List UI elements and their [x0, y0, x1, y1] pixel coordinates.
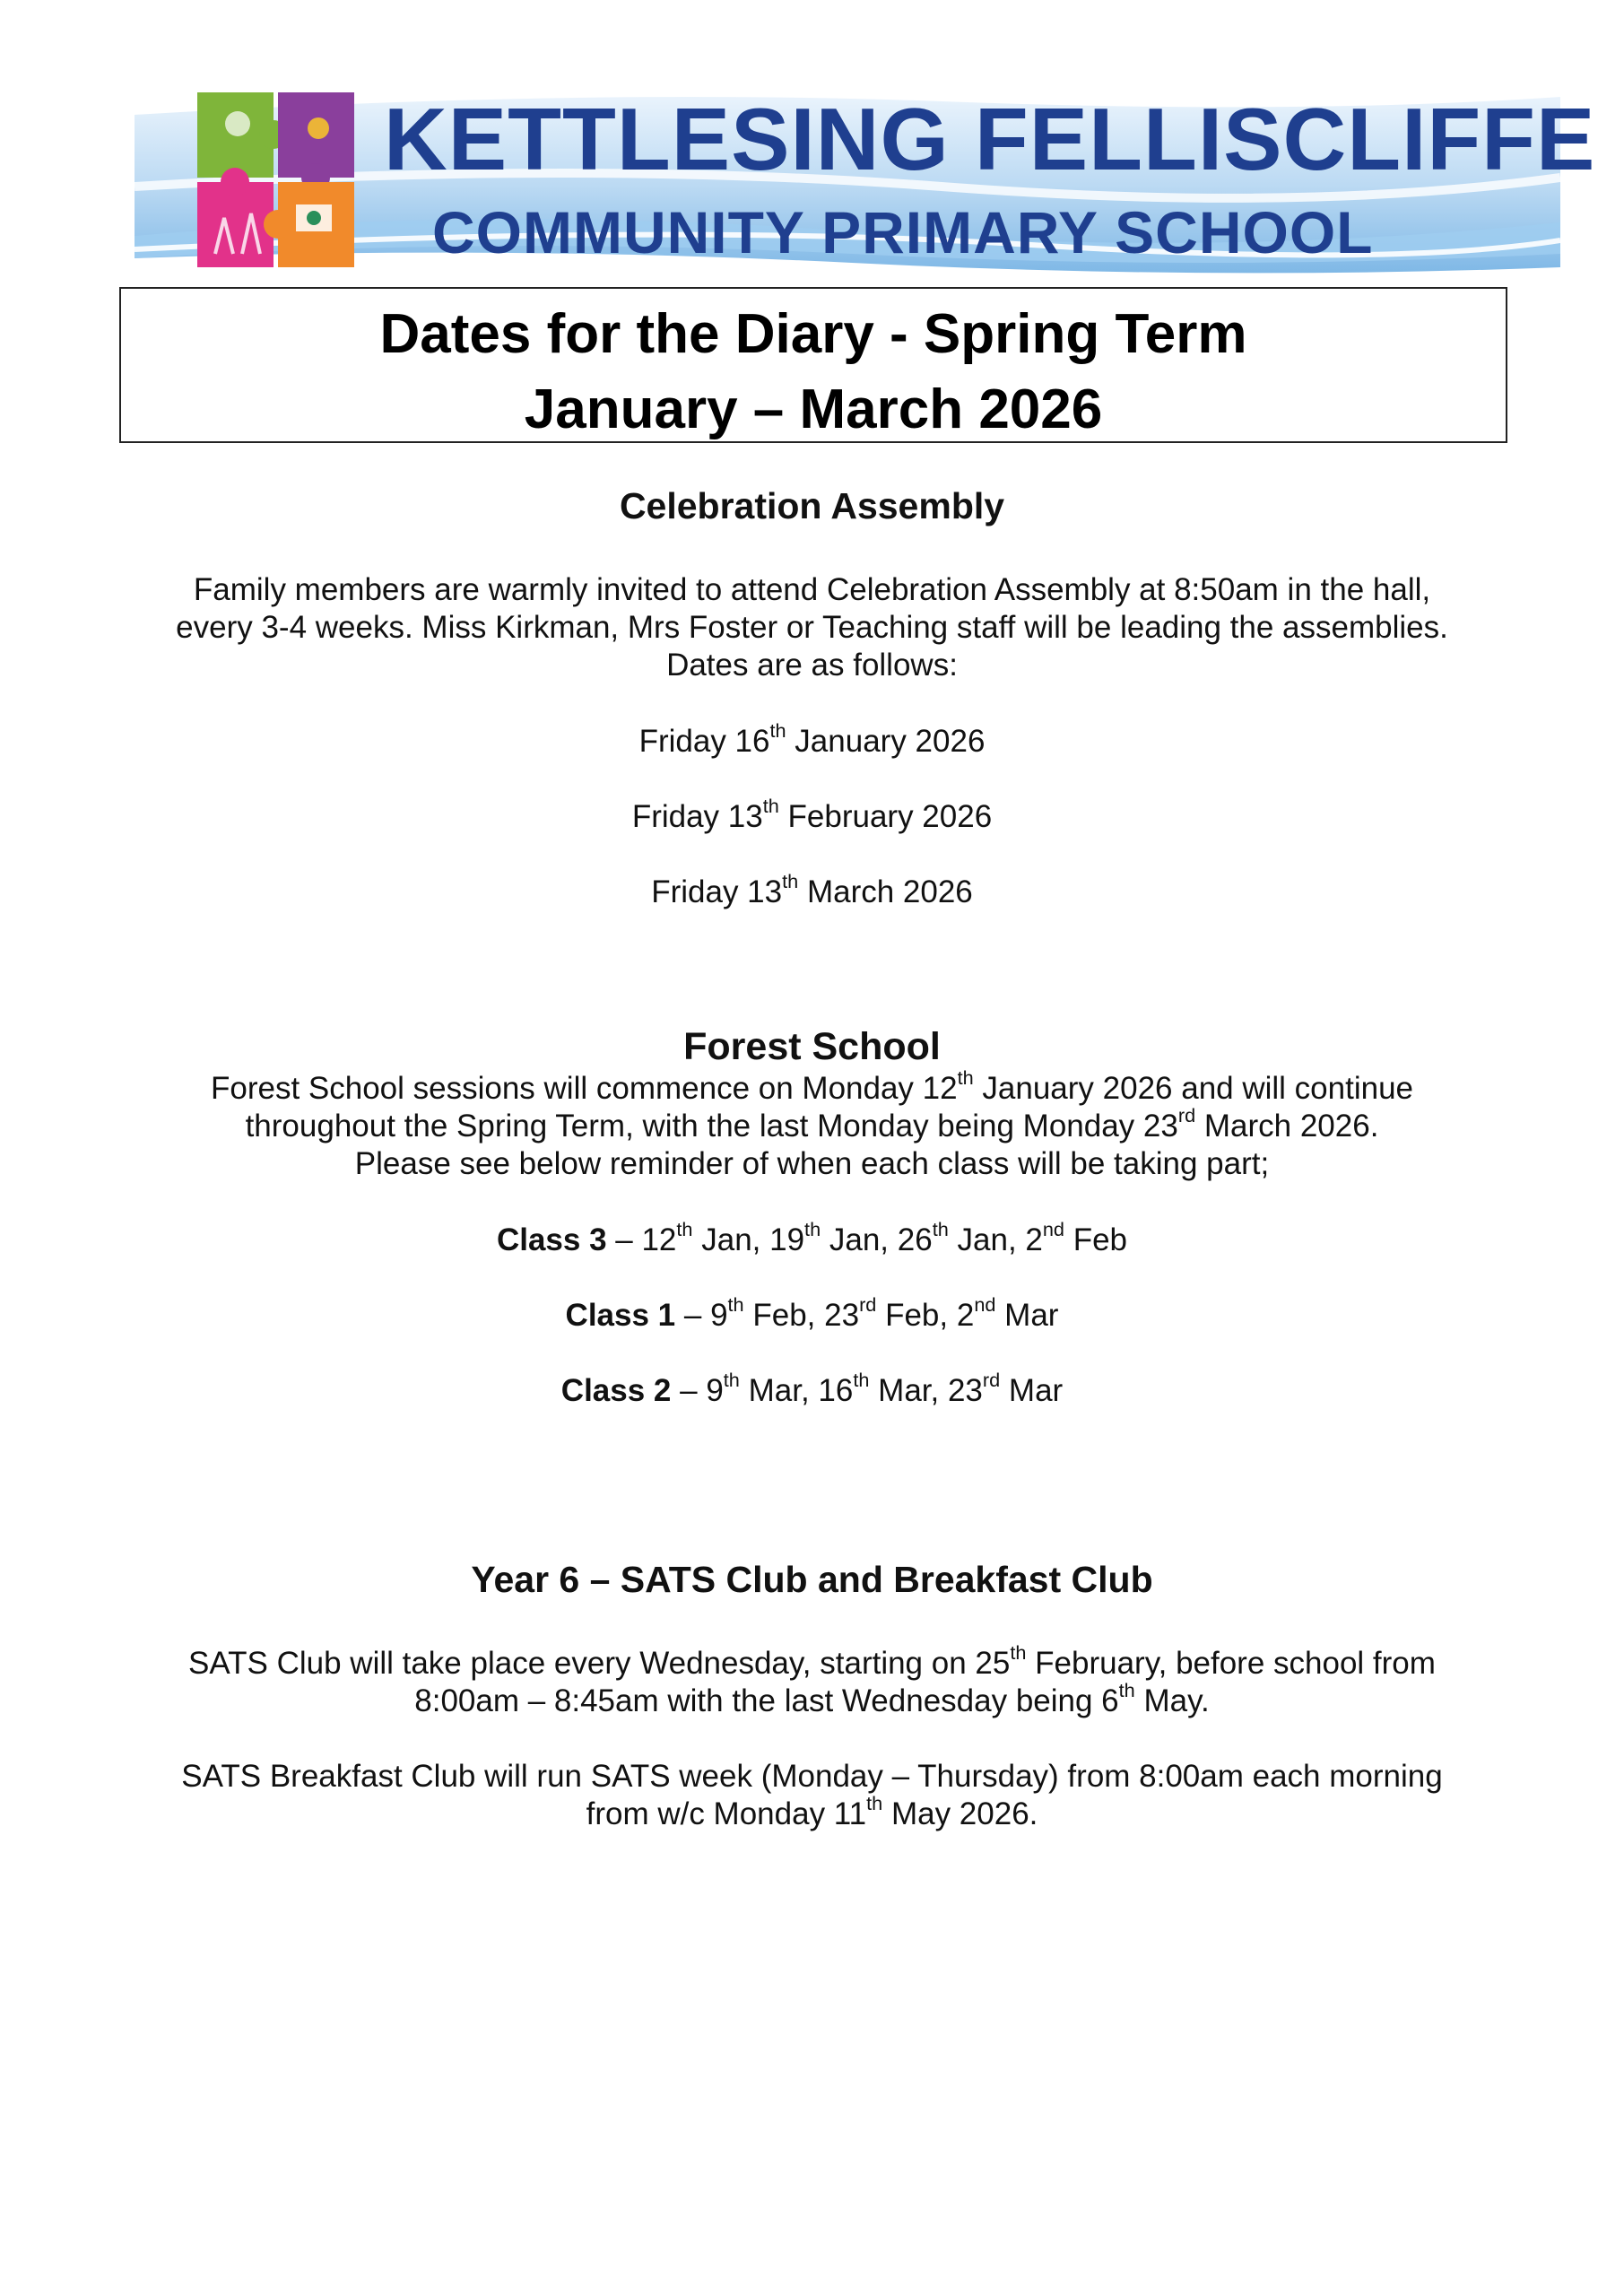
- celebration-para-line1: Family members are warmly invited to attend Celebration Assembly at 8:50am in the hall,: [193, 572, 1431, 607]
- page-title-line1: Dates for the Diary - Spring Term: [379, 303, 1247, 365]
- school-name-line2: COMMUNITY PRIMARY SCHOOL: [432, 199, 1374, 265]
- celebration-para-line3: Dates are as follows:: [666, 648, 958, 683]
- celebration-date: Friday 13th March 2026: [651, 870, 973, 909]
- sats-para2-line1: SATS Breakfast Club will run SATS week (Monday – Thursday) from 8:00am each morning: [181, 1759, 1443, 1794]
- forest-heading: Forest School: [683, 1025, 941, 1068]
- celebration-para-line2: every 3-4 weeks. Miss Kirkman, Mrs Foster or Teaching staff will be leading the assemblies.: [176, 610, 1448, 645]
- forest-class-row: Class 2 – 9th Mar, 16th Mar, 23rd Mar: [560, 1369, 1064, 1408]
- forest-class-row: Class 1 – 9th Feb, 23rd Feb, 2nd Mar: [565, 1293, 1059, 1333]
- forest-class-row: Class 3 – 12th Jan, 19th Jan, 26th Jan, 2nd Feb: [496, 1218, 1128, 1257]
- school-name-line1: KETTLESING FELLISCLIFFE: [384, 90, 1596, 188]
- forest-para-line1: Forest School sessions will commence on Monday 12th January 2026 and will continue: [210, 1066, 1414, 1106]
- puzzle-logo-icon: [188, 83, 368, 276]
- sats-para1-line1: SATS Club will take place every Wednesday, starting on 25th February, before school from: [188, 1641, 1436, 1681]
- sats-para1-line2: 8:00am – 8:45am with the last Wednesday being 6th May.: [414, 1679, 1210, 1718]
- celebration-heading: Celebration Assembly: [619, 485, 1005, 526]
- school-banner: [135, 79, 1596, 281]
- forest-para-line2: throughout the Spring Term, with the last Monday being Monday 23rd March 2026.: [245, 1104, 1379, 1144]
- forest-para-line3: Please see below reminder of when each class will be taking part;: [354, 1146, 1270, 1181]
- celebration-date: Friday 16th January 2026: [638, 719, 986, 759]
- celebration-date: Friday 13th February 2026: [631, 795, 993, 834]
- sats-para2-line2: from w/c Monday 11th May 2026.: [586, 1792, 1038, 1831]
- sats-heading: Year 6 – SATS Club and Breakfast Club: [471, 1559, 1153, 1600]
- title-box: [119, 287, 1507, 443]
- page-title-line2: January – March 2026: [524, 378, 1103, 440]
